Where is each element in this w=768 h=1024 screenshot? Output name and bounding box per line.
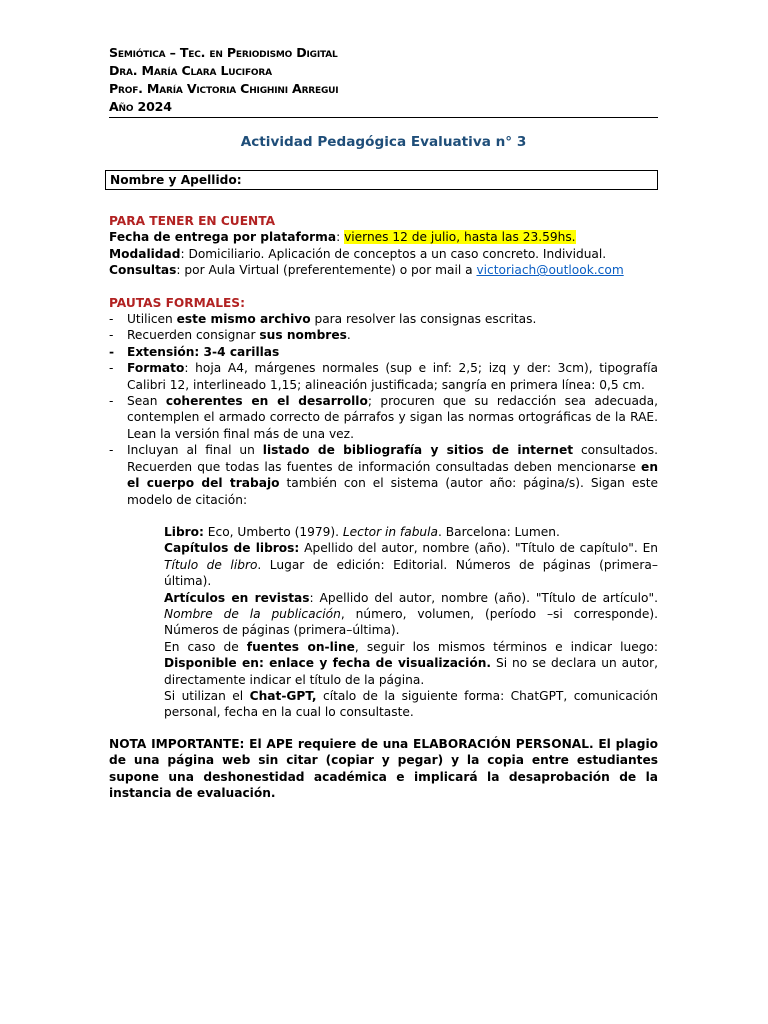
- citation-text: Si utilizan el: [164, 688, 250, 703]
- item-text: para resolver las consignas escritas.: [310, 312, 537, 327]
- citation-model: [164, 524, 658, 721]
- consultas-label: Consultas: [109, 263, 177, 278]
- citation-emphasis: Disponible en: enlace y fecha de visualización.: [164, 656, 491, 671]
- list-item: [109, 393, 658, 442]
- citation-text: : Apellido del autor, nombre (año). "Título de artículo".: [309, 590, 658, 605]
- list-item: [109, 344, 658, 360]
- item-emphasis: sus nombres: [259, 328, 347, 343]
- item-emphasis: coherentes en el desarrollo: [165, 394, 368, 409]
- list-item: [109, 360, 658, 393]
- course-header: [109, 44, 658, 118]
- citation-articulos: [164, 590, 658, 639]
- item-text: Incluyan al final un: [127, 443, 263, 458]
- pautas-heading: PAUTAS FORMALES:: [109, 295, 245, 310]
- item-text: también con el sistema (autor año: página/s). Sigan este modelo de citación:: [127, 476, 658, 507]
- citation-text: , número, volumen, (período –si corresponde). Números de páginas (primera–última).: [164, 606, 659, 638]
- document-title: Actividad Pedagógica Evaluativa n° 3: [240, 134, 527, 150]
- citation-text: Si no se declara un autor, directamente indicar el título de la página.: [164, 656, 658, 687]
- citation-chatgpt: [164, 688, 658, 721]
- item-emphasis: en el cuerpo del trabajo: [127, 459, 658, 491]
- nota-importante: NOTA IMPORTANTE: El APE requiere de una ELABORACIÓN PERSONAL. El plagio de una página web sin citar (copiar y pegar) y la copia entre estudiantes supone una deshonestidad académica e implicará la desaprobación de la instancia de evaluación.: [109, 736, 658, 800]
- list-item: [109, 442, 658, 508]
- fecha-separator: :: [336, 230, 345, 245]
- item-text: : hoja A4, márgenes normales (sup e inf: 2,5; izq y der: 3cm), tipografía Calibri 12, interlineado 1,15; alineación justificada; sangría en primera línea: 0,5 cm.: [127, 361, 658, 392]
- pautas-section: [109, 295, 658, 508]
- pautas-list: [109, 311, 658, 508]
- item-text: Sean: [127, 394, 166, 409]
- dash-bullet: -: [109, 394, 114, 409]
- citation-label: Libro:: [164, 524, 204, 539]
- citation-text: . Lugar de edición: Editorial. Números de páginas (primera–última).: [164, 557, 658, 589]
- teacher-name-2: Prof. María Victoria Chighini Arregui: [109, 81, 339, 96]
- tener-en-cuenta-section: [109, 213, 658, 279]
- citation-italic: Título de libro: [164, 557, 258, 572]
- citation-text: cítalo de la siguiente forma: ChatGPT, comunicación personal, fecha en la cual lo consultaste.: [164, 688, 658, 720]
- citation-italic: Nombre de la publicación: [164, 606, 341, 621]
- modalidad-label: Modalidad: [109, 246, 181, 261]
- citation-text: , seguir los mismos términos e indicar luego:: [354, 639, 658, 654]
- citation-text: Eco, Umberto (1979).: [203, 524, 343, 539]
- item-text: Recuerden consignar: [127, 328, 260, 343]
- dash-bullet: -: [109, 328, 114, 343]
- item-emphasis: Extensión: 3-4 carillas: [127, 344, 280, 359]
- modalidad-line: [109, 246, 658, 262]
- item-text: ; procuren que su redacción sea adecuada, contemplen el armado correcto de párrafos y sigan las normas ortográficas de la RAE. Lean la versión final más de una vez.: [127, 394, 658, 441]
- citation-emphasis: fuentes on-line: [246, 639, 355, 654]
- dash-bullet: -: [109, 312, 114, 327]
- consultas-value: : por Aula Virtual (preferentemente) o por mail a: [176, 263, 477, 278]
- list-item: [109, 327, 658, 343]
- list-item: [109, 311, 658, 327]
- citation-label: Capítulos de libros:: [164, 541, 300, 556]
- item-text: consultados. Recuerden que todas las fuentes de información consultadas deben mencionarse: [127, 443, 658, 474]
- citation-emphasis: Chat-GPT,: [249, 688, 317, 703]
- modalidad-value: : Domiciliario. Aplicación de conceptos a un caso concreto. Individual.: [180, 246, 607, 261]
- dash-bullet: -: [109, 344, 115, 359]
- citation-libro: [164, 524, 658, 540]
- teacher-name-1: Dra. María Clara Lucifora: [109, 63, 272, 78]
- document-body: [109, 44, 658, 801]
- dash-bullet: -: [109, 443, 114, 458]
- course-year: Año 2024: [109, 99, 172, 114]
- fecha-entrega-line: [109, 229, 658, 245]
- citation-text: . Barcelona: Lumen.: [438, 524, 560, 539]
- name-field-box[interactable]: [105, 170, 658, 190]
- fecha-label: Fecha de entrega por plataforma: [109, 230, 337, 245]
- item-text: Utilicen: [127, 312, 177, 327]
- consultas-line: [109, 262, 658, 278]
- name-field-label: Nombre y Apellido:: [110, 173, 242, 187]
- item-emphasis: Formato: [127, 361, 185, 376]
- citation-italic: Lector in fabula: [342, 524, 439, 539]
- citation-online: [164, 639, 658, 688]
- item-emphasis: listado de bibliografía y sitios de internet: [262, 443, 574, 458]
- header-divider: [109, 117, 658, 118]
- email-link[interactable]: victoriach@outlook.com: [476, 263, 624, 278]
- citation-text: Apellido del autor, nombre (año). "Título de capítulo". En: [299, 541, 659, 556]
- tener-en-cuenta-heading: PARA TENER EN CUENTA: [109, 214, 276, 228]
- item-emphasis: este mismo archivo: [176, 312, 311, 327]
- citation-label: Artículos en revistas: [164, 590, 310, 605]
- citation-text: En caso de: [164, 639, 247, 654]
- item-text: .: [346, 328, 351, 343]
- course-title: Semiótica – Tec. en Periodismo Digital: [109, 45, 338, 60]
- dash-bullet: -: [109, 361, 114, 376]
- fecha-value: viernes 12 de julio, hasta las 23.59hs.: [344, 230, 576, 245]
- citation-capitulos: [164, 540, 658, 589]
